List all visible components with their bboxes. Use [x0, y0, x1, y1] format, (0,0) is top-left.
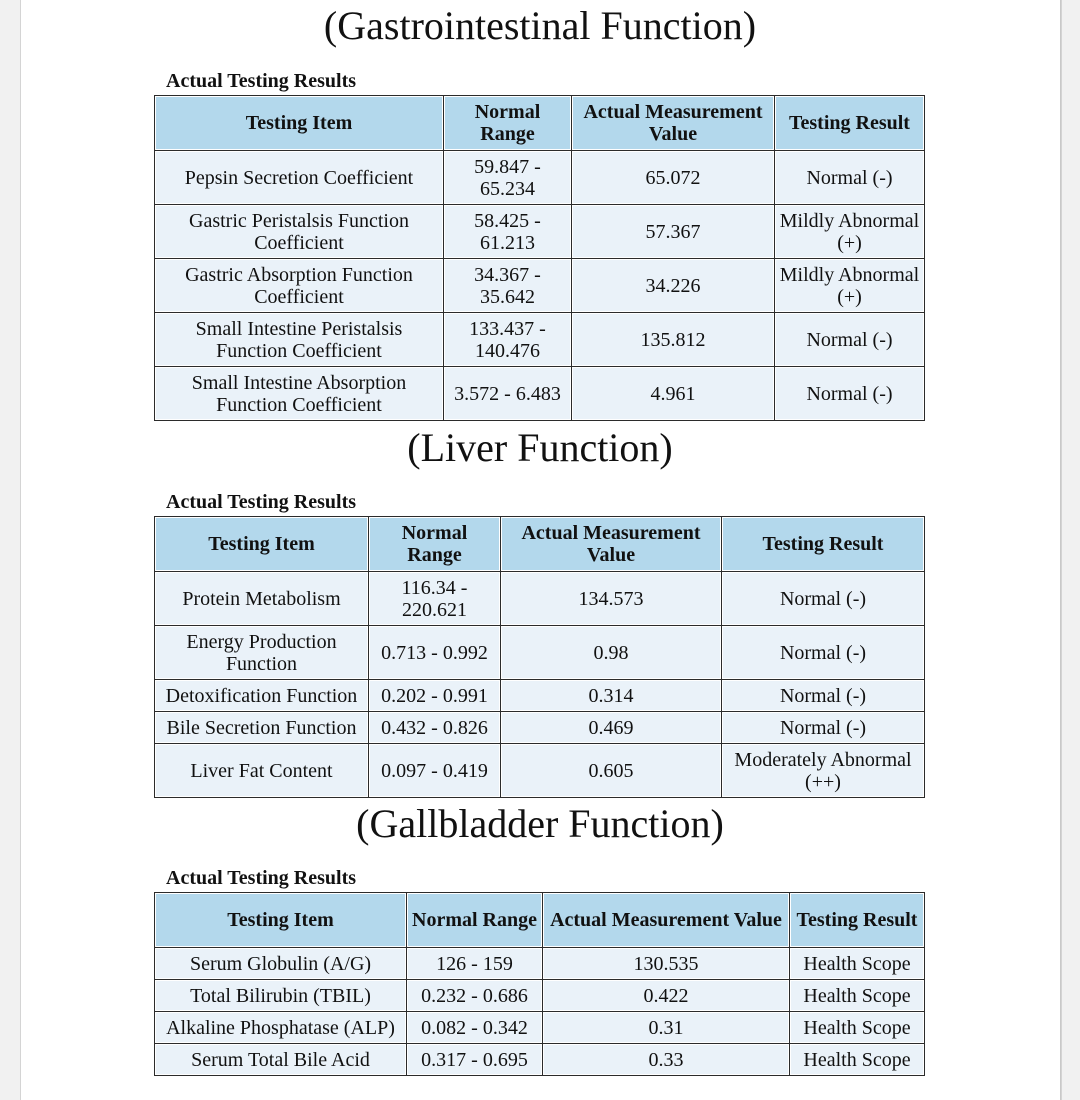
testing-item-cell: Bile Secretion Function	[155, 712, 369, 744]
normal-range-cell: 116.34 - 220.621	[369, 572, 501, 626]
subheading-liver: Actual Testing Results	[166, 491, 357, 513]
testing-item-cell: Small Intestine Absorption Function Coefficient	[155, 367, 444, 421]
testing-item-cell: Pepsin Secretion Coefficient	[155, 151, 444, 205]
table-row	[155, 1012, 925, 1044]
table-row	[155, 151, 925, 205]
measurement-value-cell: 65.072	[572, 151, 775, 205]
table-header-row	[155, 96, 925, 151]
normal-range-cell: 0.713 - 0.992	[369, 626, 501, 680]
testing-result-cell: Moderately Abnormal (++)	[722, 744, 925, 798]
measurement-value-cell: 0.422	[543, 980, 790, 1012]
measurement-value-cell: 0.98	[501, 626, 722, 680]
subheading-gastrointestinal: Actual Testing Results	[166, 70, 357, 92]
column-header-measurement-value: Actual Measurement Value	[501, 517, 722, 572]
table-row	[155, 712, 925, 744]
gastrointestinal-results-table	[154, 95, 925, 421]
testing-result-cell: Mildly Abnormal (+)	[775, 205, 925, 259]
section-title-liver: (Liver Function)	[407, 425, 673, 470]
testing-result-cell: Normal (-)	[722, 680, 925, 712]
measurement-value-cell: 4.961	[572, 367, 775, 421]
column-header-testing-result: Testing Result	[775, 96, 925, 151]
testing-result-cell: Health Scope	[790, 980, 925, 1012]
testing-item-cell: Protein Metabolism	[155, 572, 369, 626]
measurement-value-cell: 57.367	[572, 205, 775, 259]
testing-item-cell: Detoxification Function	[155, 680, 369, 712]
normal-range-cell: 0.432 - 0.826	[369, 712, 501, 744]
normal-range-cell: 0.097 - 0.419	[369, 744, 501, 798]
normal-range-cell: 0.202 - 0.991	[369, 680, 501, 712]
testing-result-cell: Health Scope	[790, 1012, 925, 1044]
column-header-testing-item: Testing Item	[155, 517, 369, 572]
testing-item-cell: Serum Total Bile Acid	[155, 1044, 407, 1076]
testing-item-cell: Gastric Peristalsis Function Coefficient	[155, 205, 444, 259]
measurement-value-cell: 0.605	[501, 744, 722, 798]
testing-result-cell: Normal (-)	[722, 712, 925, 744]
testing-item-cell: Serum Globulin (A/G)	[155, 948, 407, 980]
table-row	[155, 259, 925, 313]
column-header-testing-result: Testing Result	[790, 893, 925, 948]
measurement-value-cell: 135.812	[572, 313, 775, 367]
table-row	[155, 626, 925, 680]
testing-item-cell: Gastric Absorption Function Coefficient	[155, 259, 444, 313]
column-header-testing-item: Testing Item	[155, 96, 444, 151]
testing-result-cell: Mildly Abnormal (+)	[775, 259, 925, 313]
column-header-measurement-value: Actual Measurement Value	[572, 96, 775, 151]
testing-result-cell: Normal (-)	[775, 367, 925, 421]
normal-range-cell: 58.425 - 61.213	[444, 205, 572, 259]
testing-item-cell: Alkaline Phosphatase (ALP)	[155, 1012, 407, 1044]
column-header-normal-range: Normal Range	[407, 893, 543, 948]
table-header-row	[155, 517, 925, 572]
normal-range-cell: 133.437 - 140.476	[444, 313, 572, 367]
normal-range-cell: 34.367 - 35.642	[444, 259, 572, 313]
table-row	[155, 680, 925, 712]
section-title-gastrointestinal: (Gastrointestinal Function)	[323, 3, 757, 48]
table-row	[155, 205, 925, 259]
normal-range-cell: 126 - 159	[407, 948, 543, 980]
table-row	[155, 367, 925, 421]
column-header-normal-range: Normal Range	[369, 517, 501, 572]
measurement-value-cell: 0.33	[543, 1044, 790, 1076]
testing-result-cell: Health Scope	[790, 1044, 925, 1076]
column-header-testing-item: Testing Item	[155, 893, 407, 948]
testing-item-cell: Total Bilirubin (TBIL)	[155, 980, 407, 1012]
testing-result-cell: Normal (-)	[775, 313, 925, 367]
column-header-testing-result: Testing Result	[722, 517, 925, 572]
section-title-gallbladder: (Gallbladder Function)	[356, 801, 724, 846]
testing-result-cell: Health Scope	[790, 948, 925, 980]
normal-range-cell: 0.317 - 0.695	[407, 1044, 543, 1076]
column-header-measurement-value: Actual Measurement Value	[543, 893, 790, 948]
measurement-value-cell: 0.469	[501, 712, 722, 744]
table-row	[155, 313, 925, 367]
measurement-value-cell: 0.314	[501, 680, 722, 712]
table-row	[155, 1044, 925, 1076]
measurement-value-cell: 0.31	[543, 1012, 790, 1044]
testing-result-cell: Normal (-)	[775, 151, 925, 205]
testing-result-cell: Normal (-)	[722, 572, 925, 626]
page-edge	[1060, 0, 1061, 1100]
table-header-row	[155, 893, 925, 948]
testing-item-cell: Small Intestine Peristalsis Function Coefficient	[155, 313, 444, 367]
testing-item-cell: Energy Production Function	[155, 626, 369, 680]
normal-range-cell: 3.572 - 6.483	[444, 367, 572, 421]
measurement-value-cell: 34.226	[572, 259, 775, 313]
table-row	[155, 948, 925, 980]
table-row	[155, 744, 925, 798]
testing-result-cell: Normal (-)	[722, 626, 925, 680]
table-row	[155, 572, 925, 626]
normal-range-cell: 0.082 - 0.342	[407, 1012, 543, 1044]
column-header-normal-range: Normal Range	[444, 96, 572, 151]
measurement-value-cell: 134.573	[501, 572, 722, 626]
normal-range-cell: 59.847 - 65.234	[444, 151, 572, 205]
measurement-value-cell: 130.535	[543, 948, 790, 980]
gallbladder-results-table	[154, 892, 925, 1076]
testing-item-cell: Liver Fat Content	[155, 744, 369, 798]
liver-results-table	[154, 516, 925, 798]
subheading-gallbladder: Actual Testing Results	[166, 867, 357, 889]
normal-range-cell: 0.232 - 0.686	[407, 980, 543, 1012]
table-row	[155, 980, 925, 1012]
